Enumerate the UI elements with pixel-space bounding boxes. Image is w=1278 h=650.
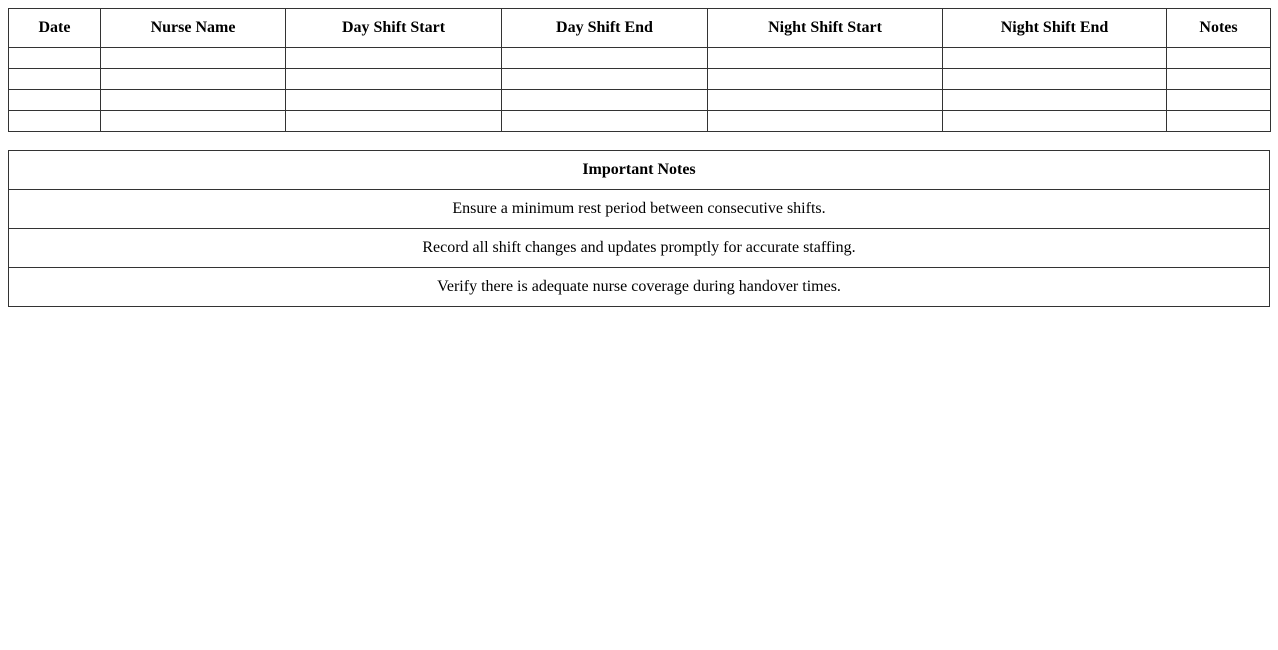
- list-item: [9, 229, 1270, 268]
- table-cell[interactable]: [943, 48, 1167, 69]
- column-header-notes: Notes: [1167, 9, 1271, 48]
- column-header-night-shift-end: Night Shift End: [943, 9, 1167, 48]
- table-cell[interactable]: [101, 48, 286, 69]
- table-cell[interactable]: [502, 111, 708, 132]
- list-item: [9, 268, 1270, 307]
- table-cell[interactable]: [9, 69, 101, 90]
- table-cell[interactable]: [502, 90, 708, 111]
- column-header-day-shift-end: Day Shift End: [502, 9, 708, 48]
- table-cell[interactable]: [286, 69, 502, 90]
- table-cell[interactable]: [708, 111, 943, 132]
- column-header-day-shift-start: Day Shift Start: [286, 9, 502, 48]
- table-cell[interactable]: [101, 111, 286, 132]
- table-cell[interactable]: [502, 69, 708, 90]
- shift-schedule-table: [8, 8, 1271, 132]
- table-cell[interactable]: [943, 90, 1167, 111]
- table-cell[interactable]: [708, 69, 943, 90]
- column-header-date: Date: [9, 9, 101, 48]
- table-cell[interactable]: [101, 90, 286, 111]
- column-header-nurse-name: Nurse Name: [101, 9, 286, 48]
- table-cell[interactable]: [9, 48, 101, 69]
- table-cell[interactable]: [1167, 48, 1271, 69]
- important-notes-table: [8, 150, 1270, 307]
- note-rest-period: Ensure a minimum rest period between consecutive shifts.: [9, 190, 1270, 229]
- table-row: [9, 90, 1271, 111]
- table-row: [9, 111, 1271, 132]
- table-header-row: [9, 9, 1271, 48]
- table-cell[interactable]: [1167, 111, 1271, 132]
- table-cell[interactable]: [286, 90, 502, 111]
- table-row: [9, 69, 1271, 90]
- table-cell[interactable]: [708, 90, 943, 111]
- table-cell[interactable]: [943, 111, 1167, 132]
- notes-header-row: [9, 151, 1270, 190]
- table-cell[interactable]: [9, 90, 101, 111]
- note-handover-coverage: Verify there is adequate nurse coverage during handover times.: [9, 268, 1270, 307]
- notes-title: Important Notes: [9, 151, 1270, 190]
- table-cell[interactable]: [286, 111, 502, 132]
- list-item: [9, 190, 1270, 229]
- table-cell[interactable]: [1167, 69, 1271, 90]
- table-cell[interactable]: [1167, 90, 1271, 111]
- table-cell[interactable]: [708, 48, 943, 69]
- table-cell[interactable]: [502, 48, 708, 69]
- column-header-night-shift-start: Night Shift Start: [708, 9, 943, 48]
- table-row: [9, 48, 1271, 69]
- table-cell[interactable]: [101, 69, 286, 90]
- table-cell[interactable]: [9, 111, 101, 132]
- note-record-changes: Record all shift changes and updates promptly for accurate staffing.: [9, 229, 1270, 268]
- table-cell[interactable]: [943, 69, 1167, 90]
- table-cell[interactable]: [286, 48, 502, 69]
